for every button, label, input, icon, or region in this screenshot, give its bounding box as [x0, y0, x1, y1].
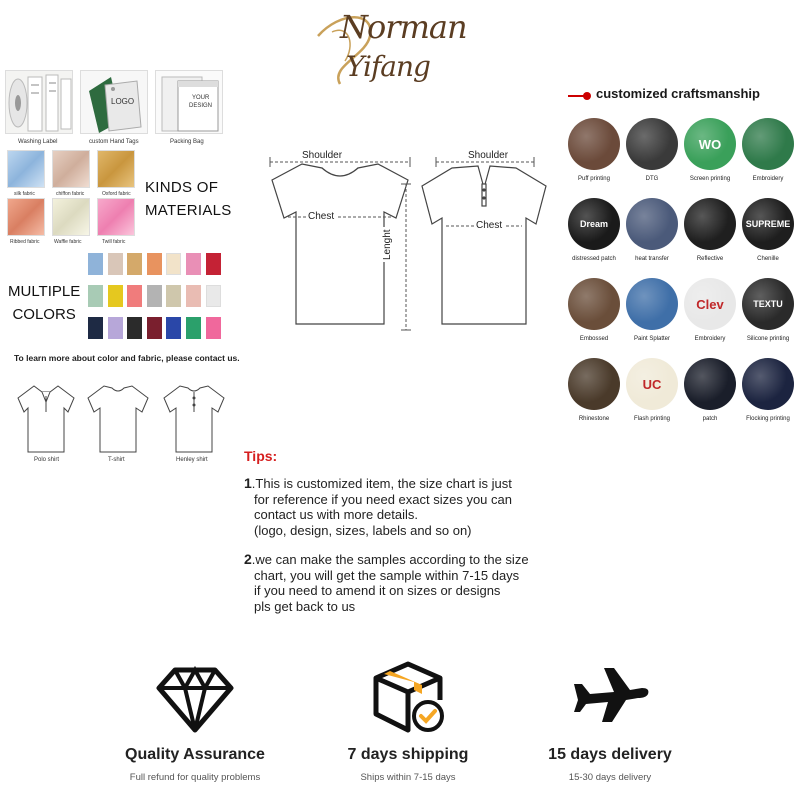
contact-note: To learn more about color and fabric, please contact us. — [14, 353, 240, 363]
kinds-line-2: MATERIALS — [145, 202, 232, 219]
shirt-styles-illustration — [8, 378, 233, 458]
packing-bag-text-2: DESIGN — [189, 103, 213, 109]
packing-bag-image — [155, 70, 223, 134]
feature-subtitle: 15-30 days delivery — [568, 772, 652, 783]
color-swatch — [108, 253, 123, 275]
hand-tag-logo-text: LOGO — [111, 97, 135, 106]
kinds-of-materials-heading — [145, 176, 232, 222]
craft-technique-image — [568, 358, 620, 410]
craft-technique-label: distressed patch — [572, 256, 616, 262]
multiple-line-1: MULTIPLE — [8, 283, 81, 300]
craft-technique-image — [626, 118, 678, 170]
craft-sample-text: Dream — [579, 219, 608, 229]
craft-sample-text: TEXTU — [753, 299, 783, 309]
tips-title: Tips: — [244, 448, 278, 464]
hand-tags-caption: custom Hand Tags — [89, 139, 139, 145]
shirt-caption: Henley shirt — [176, 457, 208, 463]
brand-name-line1: Norman — [340, 8, 467, 46]
size-chart-illustration — [240, 140, 570, 340]
color-swatch — [147, 317, 162, 339]
color-swatch — [166, 285, 181, 307]
tip-2-text-1: .we can make the samples according to the size — [251, 552, 529, 567]
craft-technique-label: Silicone printing — [746, 336, 790, 342]
craft-sample-text: WO — [698, 136, 722, 152]
craft-technique-label: Rhinestone — [578, 416, 610, 422]
color-swatch — [108, 285, 123, 307]
craft-technique-label: Paint Splatter — [633, 336, 671, 342]
chest-label-polo: Chest — [476, 220, 503, 231]
t-shirt-icon — [88, 386, 148, 452]
craft-technique-image — [626, 198, 678, 250]
craft-technique-label: patch — [702, 416, 718, 422]
tip-2-line-4: pls get back to us — [254, 598, 356, 614]
multiple-line-2: COLORS — [12, 306, 76, 323]
twill-fabric-swatch — [97, 198, 135, 236]
color-swatch — [127, 317, 142, 339]
color-swatch — [147, 285, 162, 307]
craft-technique-image — [684, 198, 736, 250]
craft-title-dot — [583, 92, 591, 100]
hand-tags-image — [80, 70, 148, 134]
chiffon-fabric-swatch — [52, 150, 90, 188]
tip-2 — [244, 552, 529, 614]
packing-bag-caption: Packing Bag — [170, 139, 204, 145]
craft-technique-image — [568, 278, 620, 330]
color-swatch — [127, 253, 142, 275]
craft-technique-label: Reflective — [696, 256, 724, 262]
feature-subtitle: Full refund for quality problems — [129, 772, 261, 783]
craft-technique-label: Chenille — [757, 256, 779, 262]
feature-quality — [95, 660, 295, 790]
craft-technique-label: Embroidery — [752, 176, 784, 182]
color-swatch — [186, 285, 201, 307]
shoulder-label-tshirt: Shoulder — [302, 150, 343, 161]
washing-label-image — [5, 70, 73, 134]
feature-subtitle: Ships within 7-15 days — [360, 772, 456, 783]
color-swatch — [166, 253, 181, 275]
tip-1-number: 1 — [244, 475, 252, 491]
craft-technique-image — [626, 358, 678, 410]
fabric-caption: Twill fabric — [102, 239, 126, 245]
color-swatch — [206, 285, 221, 307]
feature-delivery — [510, 660, 710, 790]
tip-1-line-1 — [244, 476, 512, 492]
polo-shirt-icon — [18, 386, 74, 452]
airplane-icon — [570, 660, 650, 736]
color-swatch — [88, 285, 103, 307]
tip-2-line-2: chart, you will get the sample within 7-15 days — [254, 567, 520, 583]
color-swatch — [147, 253, 162, 275]
multiple-colors-heading — [8, 280, 80, 326]
henley-shirt-icon — [164, 386, 224, 452]
color-swatch — [166, 317, 181, 339]
fabric-caption: chiffon fabric — [56, 191, 85, 197]
ribbed-fabric-swatch — [7, 198, 45, 236]
chest-label-tshirt: Chest — [308, 211, 335, 222]
craft-technique-image — [568, 118, 620, 170]
craft-technique-image — [742, 358, 794, 410]
craft-technique-label: Embossed — [579, 336, 609, 342]
craft-technique-label: Flash printing — [633, 416, 671, 422]
feature-title: 7 days shipping — [347, 746, 469, 763]
fabric-caption: silk fabric — [14, 191, 35, 197]
tip-2-line-3: if you need to amend it on sizes or designs — [254, 583, 501, 598]
feature-title: 15 days delivery — [548, 746, 672, 763]
craft-sample-text: Clev — [696, 296, 724, 312]
waffle-fabric-swatch — [52, 198, 90, 236]
craft-technique-label: Flocking printing — [746, 416, 790, 422]
craft-technique-label: heat transfer — [635, 256, 669, 262]
polo-outline-icon — [422, 166, 546, 324]
fabric-caption: Waffle fabric — [54, 239, 82, 245]
craft-technique-image — [684, 118, 736, 170]
color-swatch — [206, 317, 221, 339]
brand-logo — [300, 6, 480, 92]
feature-title: Quality Assurance — [125, 746, 265, 763]
color-swatch — [186, 317, 201, 339]
craft-technique-label: Screen printing — [689, 176, 731, 182]
shoulder-label-polo: Shoulder — [468, 150, 509, 161]
craft-technique-image — [742, 278, 794, 330]
craft-technique-image — [742, 198, 794, 250]
color-swatch — [127, 285, 142, 307]
fabric-caption: Ribbed fabric — [10, 239, 40, 245]
brand-name-line2: Yifang — [346, 50, 430, 83]
tip-1-line-2: for reference if you need exact sizes you can — [254, 491, 512, 507]
craft-technique-image — [684, 358, 736, 410]
tip-1-line-4: (logo, design, sizes, labels and so on) — [254, 522, 472, 538]
tip-2-line-1 — [244, 552, 529, 568]
craft-technique-image — [626, 278, 678, 330]
package-icon — [368, 660, 448, 736]
craftsmanship-title: customized craftsmanship — [596, 86, 760, 101]
diamond-icon — [155, 660, 235, 736]
craft-sample-text: SUPREME — [745, 219, 791, 229]
length-label: Lenght — [382, 229, 393, 260]
craft-technique-image — [742, 118, 794, 170]
feature-shipping — [308, 660, 508, 790]
washing-label-caption: Washing Label — [18, 139, 58, 145]
tip-1-text-1: .This is customized item, the size chart is just — [251, 476, 512, 491]
fabric-caption: Oxford fabric — [102, 191, 131, 197]
craft-sample-text: UC — [642, 376, 662, 392]
craft-technique-image — [568, 198, 620, 250]
color-swatch — [88, 253, 103, 275]
color-swatch — [186, 253, 201, 275]
craft-technique-label: Puff printing — [578, 176, 610, 182]
packing-bag-text-1: YOUR — [192, 95, 210, 101]
tip-2-number: 2 — [244, 551, 252, 567]
craft-technique-label: Embroidery — [694, 336, 726, 342]
color-swatch — [88, 317, 103, 339]
kinds-line-1: KINDS OF — [145, 179, 219, 196]
shirt-caption: Polo shirt — [34, 457, 60, 463]
color-swatch — [206, 253, 221, 275]
shirt-caption: T-shirt — [108, 457, 125, 463]
silk-fabric-swatch — [7, 150, 45, 188]
craft-technique-image — [684, 278, 736, 330]
craft-technique-label: DTG — [645, 176, 659, 182]
tip-1 — [244, 476, 512, 538]
color-swatch — [108, 317, 123, 339]
tip-1-line-3: contact us with more details. — [254, 507, 419, 522]
oxford-fabric-swatch — [97, 150, 135, 188]
